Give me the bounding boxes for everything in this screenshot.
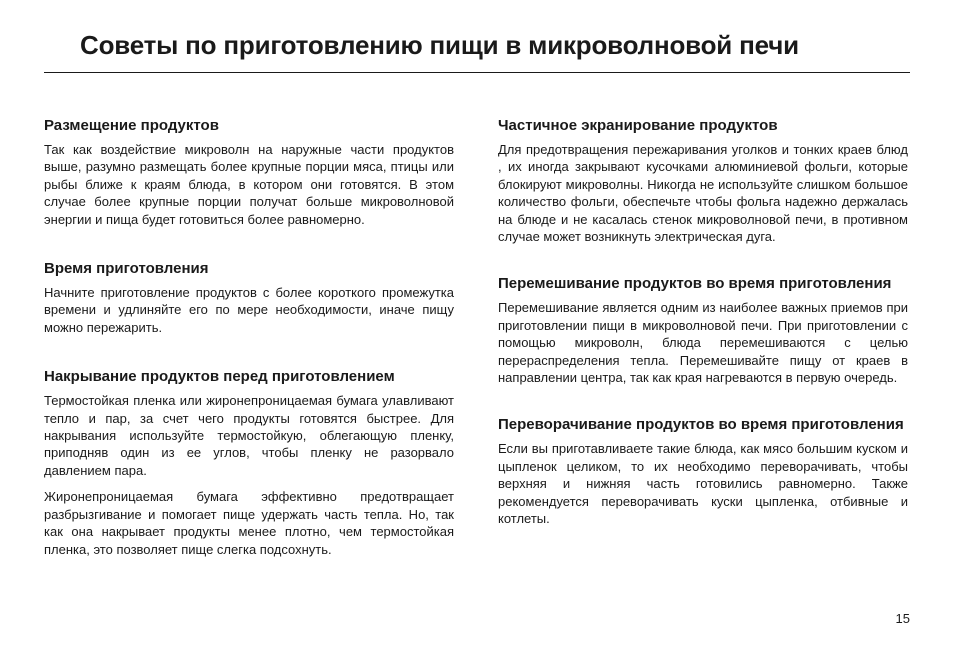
section-heading-placement: Размещение продуктов <box>44 117 219 134</box>
section-heading-cooking-time: Время приготовления <box>44 260 209 278</box>
section-text-covering-2: Жиронепроницаемая бумага эффективно предотвращает разбрызгивание и помогает пище удержать часть тепла. Но, так как она накрывает продукты менее плотно, чем термостойкая пленка, это позволяет пище слегка подсохнуть. <box>44 489 454 557</box>
section-heading-stirring: Перемешивание продуктов во время приготовления <box>498 275 892 293</box>
title-divider <box>44 72 910 73</box>
section-heading-turning: Переворачивание продуктов во время приготовления <box>498 416 904 434</box>
section-text-shielding: Для предотвращения пережаривания уголков и тонких краев блюд , их иногда закрывают кусочками алюминиевой фольги, которые блокируют микроволны. Никогда не используйте слишком большое количество фольги, обеспечьте чтобы фольга надежно держалась на блюде и не касалась стенок микроволновой печи, в противном случае может возникнуть электрическая дуга. <box>498 142 908 245</box>
left-column <box>44 112 454 558</box>
section-heading-shielding: Частичное экранирование продуктов <box>498 117 778 134</box>
right-column <box>498 112 908 528</box>
section-text-placement: Так как воздействие микроволн на наружные части продуктов выше, разумно размещать более крупные порции мяса, птицы или рыбы ближе к краям блюда, в котором они готовятся. В этом случае более крупные порции получат больше микроволновой энергии и пища будет готовиться более равномерно. <box>44 142 454 227</box>
section-text-turning: Если вы приготавливаете такие блюда, как мясо большим куском и цыпленок целиком, то их необходимо переворачивать, чтобы верхняя и нижняя часть готовились равномерно. Также рекомендуется переворачивать куски цыпленка, отбивные и котлеты. <box>498 441 908 527</box>
section-text-cooking-time: Начните приготовление продуктов с более короткого промежутка времени и удлиняйте его по мере необходимости, иначе пищу можно пережарить. <box>44 285 454 335</box>
page-number: 15 <box>895 611 910 626</box>
section-text-covering-1: Термостойкая пленка или жиронепроницаемая бумага улавливают тепло и пар, за счет чего продукты готовятся быстрее. Для накрывания используйте термостойкую, облегающую пленку, приподняв один из ее углов, чтобы пленку не разорвало давлением пара. <box>44 393 454 478</box>
section-heading-covering: Накрывание продуктов перед приготовлением <box>44 368 395 386</box>
page-title: Советы по приготовлению пищи в микроволновой печи <box>80 30 799 60</box>
section-text-stirring: Перемешивание является одним из наиболее важных приемов при приготовлении пищи в микроволновой печи. При приготовлении с помощью микроволн, блюда перемешиваются с целью перераспределения тепла. Перемешивайте пищу от краев в направлении центра, так как края нагреваются в первую очередь. <box>498 300 908 386</box>
